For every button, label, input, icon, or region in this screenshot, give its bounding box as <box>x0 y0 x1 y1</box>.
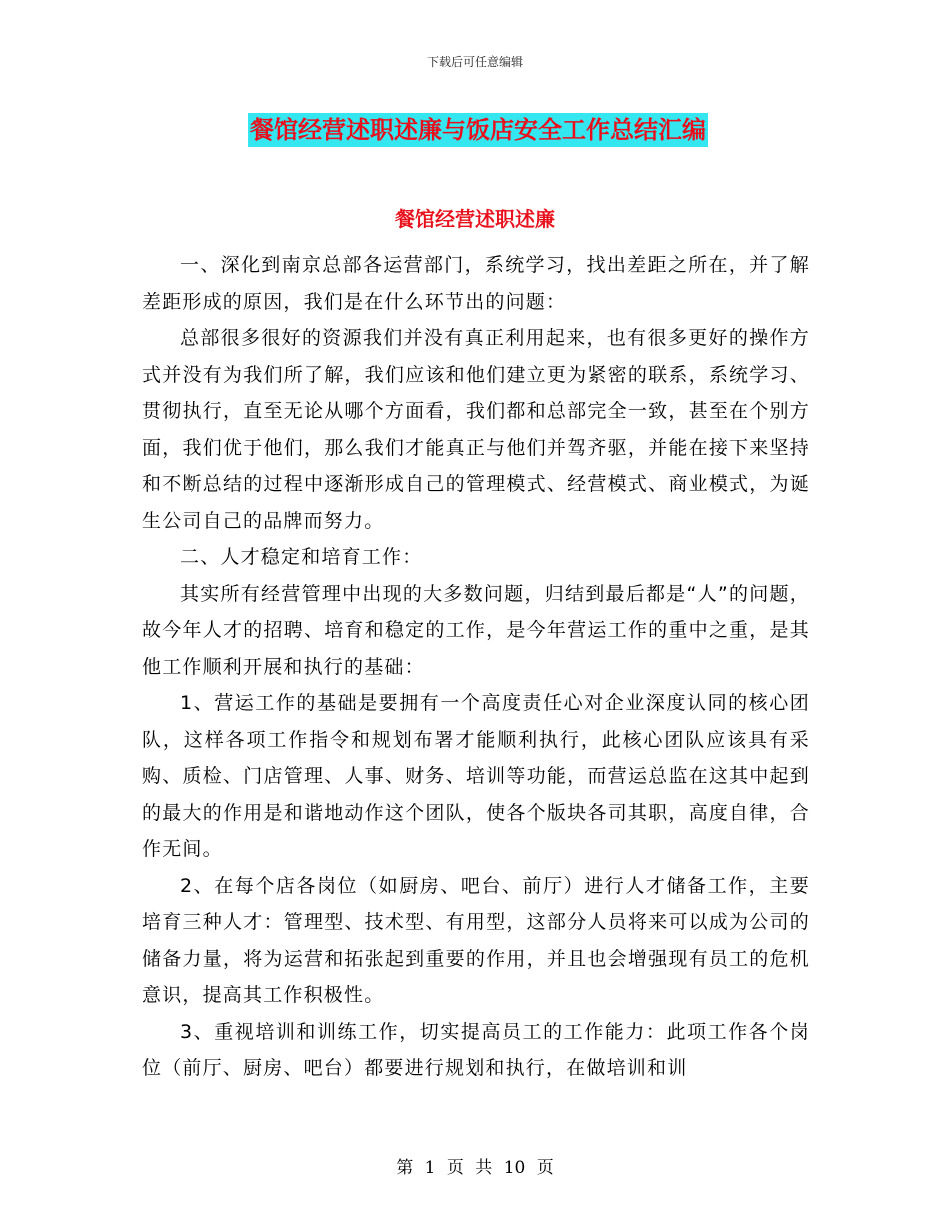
section-title: 餐馆经营述职述廉 <box>395 207 555 231</box>
main-title-container <box>248 113 708 147</box>
paragraph: 1、营运工作的基础是要拥有一个高度责任心对企业深度认同的核心团队，这样各项工作指令和规划布署才能顺利执行，此核心团队应该具有采购、质检、门店管理、人事、财务、培训等功能，而营运总监在这其中起到的最大的作用是和谐地动作这个团队，使各个版块各司其职，高度自律，合作无间。 <box>142 692 810 860</box>
paragraph: 其实所有经营管理中出现的大多数问题，归结到最后都是“人”的问题，故今年人才的招聘、培育和稳定的工作，是今年营运工作的重中之重，是其他工作顺利开展和执行的基础： <box>142 582 810 678</box>
paragraph: 一、深化到南京总部各运营部门，系统学习，找出差距之所在，并了解差距形成的原因，我们是在什么环节出的问题： <box>142 254 810 313</box>
paragraph: 总部很多很好的资源我们并没有真正利用起来，也有很多更好的操作方式并没有为我们所了解，我们应该和他们建立更为紧密的联系，系统学习、贯彻执行，直至无论从哪个方面看，我们都和总部完全一致，甚至在个别方面，我们优于他们，那么我们才能真正与他们并驾齐驱，并能在接下来坚持和不断总结的过程中逐渐形成自己的管理模式、经营模式、商业模式，为诞生公司自己的品牌而努力。 <box>142 327 810 532</box>
page-footer: 第 1 页 共 10 页 <box>396 1158 554 1178</box>
main-title: 餐馆经营述职述廉与饭店安全工作总结汇编 <box>248 113 708 147</box>
paragraph: 2、在每个店各岗位（如厨房、吧台、前厅）进行人才储备工作，主要培育三种人才：管理型、技术型、有用型，这部分人员将来可以成为公司的储备力量，将为运营和拓张起到重要的作用，并且也会增强现有员工的危机意识，提高其工作积极性。 <box>142 874 810 1006</box>
paragraph: 3、重视培训和训练工作，切实提高员工的工作能力：此项工作各个岗位（前厅、厨房、吧台）都要进行规划和执行，在做培训和训 <box>142 1020 810 1079</box>
paragraph: 二、人才稳定和培育工作： <box>180 546 423 568</box>
header-note: 下载后可任意编辑 <box>426 55 523 69</box>
body-text <box>142 247 810 1087</box>
